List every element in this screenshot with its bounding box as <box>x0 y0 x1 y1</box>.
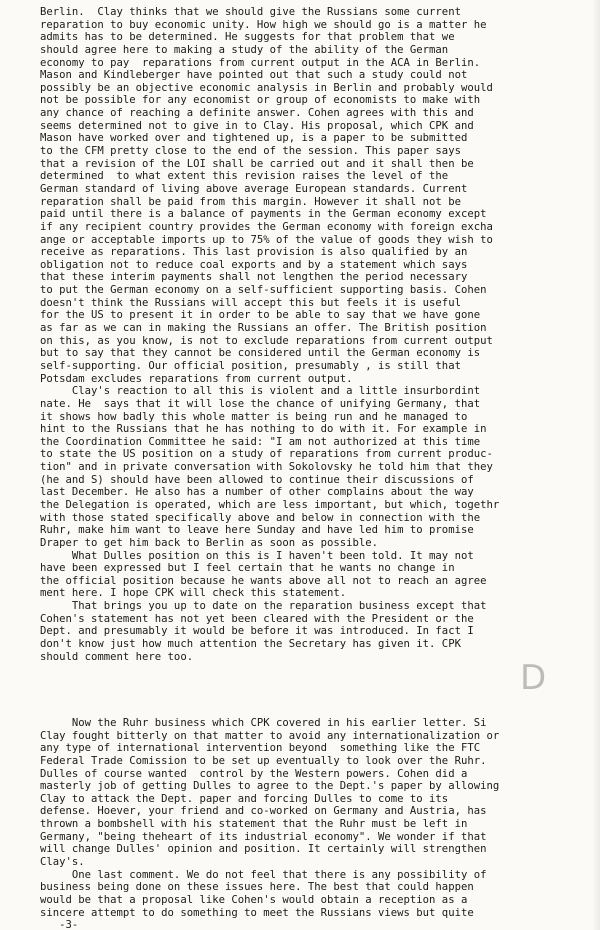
memo-body-upper <box>40 6 594 663</box>
text-line: German standard of living above average European standards. Current <box>40 182 468 195</box>
text-line: Now the Ruhr business which CPK covered in his earlier letter. Si <box>40 717 487 729</box>
text-line: Cohen's statement has not yet been cleared with the President or the <box>40 612 474 625</box>
text-line: should agree here to making a study of the ability of the German <box>40 43 449 56</box>
text-line: Clay to attack the Dept. paper and forcing Dulles to come to its <box>40 792 449 805</box>
text-line: Dulles of course wanted control by the Western powers. Cohen did a <box>40 767 468 780</box>
text-line: that a revision of the LOI shall be carried out and it shall then be <box>40 157 474 170</box>
text-line: What Dulles position on this is I haven't been told. It may not <box>40 549 474 562</box>
text-line: possibly be an objective economic analysis in Berlin and probably would <box>40 81 493 94</box>
text-line: Berlin. Clay thinks that we should give the Russians some current <box>40 6 461 18</box>
text-line: self-supporting. Our official position, presumably , is still that <box>40 359 461 372</box>
text-line: That brings you up to date on the reparation business except that <box>40 600 487 613</box>
text-line: that these interim payments shall not lengthen the period necessary <box>40 271 468 284</box>
text-line: Federal Trade Comission to be set up eventually to look over the Ruhr. <box>40 754 487 767</box>
text-line: the Coordination Committee he said: "I am not authorized at this time <box>40 435 481 448</box>
text-line: admits has to be determined. He suggests for that problem that we <box>40 31 455 44</box>
text-line: -3- <box>40 919 79 930</box>
page-edge-shadow <box>592 0 600 930</box>
text-line: it shows how badly this whole matter is being run and he managed to <box>40 410 468 423</box>
text-line: defense. Hoever, your friend and co-worked on Germany and Austria, has <box>40 805 487 818</box>
text-line: Germany, "being theheart of its industrial economy". We wonder if that <box>40 830 487 843</box>
text-line: receive as reparations. This last provision is also qualified by an <box>40 246 468 259</box>
text-line: should comment here too. <box>40 650 194 663</box>
text-line: Clay's. <box>40 856 85 869</box>
text-line: would be that a proposal like Cohen's would obtain a reception as a <box>40 893 468 906</box>
text-line: but to say that they cannot be considered until the German economy is <box>40 347 481 360</box>
memo-body-lower <box>40 717 594 930</box>
text-line: with those stated specifically above and below in connection with the <box>40 511 481 524</box>
text-line: reparation to buy economic unity. How high we should go is a matter he <box>40 18 487 31</box>
text-line: any chance of reaching a definite answer. Cohen agrees with this and <box>40 107 474 120</box>
text-line: Mason and Kindleberger have pointed out that such a study could not <box>40 69 468 82</box>
text-line: to put the German economy on a self-sufficient supporting basis. Cohen <box>40 284 487 297</box>
text-line: don't know just how much attention the Secretary has given it. CPK <box>40 638 461 651</box>
text-line: will change Dulles' opinion and position. It certainly will strengthen <box>40 843 487 856</box>
text-line: sincere attempt to do something to meet the Russians views but quite <box>40 906 474 919</box>
text-line: ange or acceptable imports up to 75% of the value of goods they wish to <box>40 233 493 246</box>
text-line: Mason have worked over and tightened up, is a paper to be submitted <box>40 132 468 145</box>
text-line: thrown a bombshell with his statement that the Ruhr must be left in <box>40 818 468 831</box>
text-line: Clay's reaction to all this is violent and a little insurbordint <box>40 385 481 398</box>
text-line: the official position because he wants above all not to reach an agree <box>40 574 487 587</box>
text-line: Clay fought bitterly on that matter to avoid any internationalization or <box>40 729 500 742</box>
text-line: nate. He says that it will lose the chance of unifying Germany, that <box>40 397 481 410</box>
text-line: the Delegation is operated, which are less important, but which, togethr <box>40 498 500 511</box>
text-line: any type of international intervention beyond something like the FTC <box>40 742 481 755</box>
text-line: doesn't think the Russians will accept this but feels it is useful <box>40 296 461 309</box>
text-line: to state the US position on a study of reparations from current produc- <box>40 448 493 461</box>
text-line: Draper to get him back to Berlin as soon as possible. <box>40 536 379 549</box>
text-line: economy to pay reparations from current output in the ACA in Berlin. <box>40 56 481 69</box>
text-line: masterly job of getting Dulles to agree to the Dept.'s paper by allowing <box>40 780 500 793</box>
text-line: business being done on these issues here. The best that could happen <box>40 881 474 894</box>
text-line: reparation shall be paid from this margin. However it shall not be <box>40 195 461 208</box>
text-line: determined to what extent this revision raises the level of the <box>40 170 449 183</box>
text-line: on this, as you know, is not to exclude reparations from current output <box>40 334 493 347</box>
text-line: to the CFM pretty close to the end of the session. This paper says <box>40 145 461 158</box>
text-line: ment here. I hope CPK will check this statement. <box>40 587 347 600</box>
text-line: tion" and in private conversation with Sokolovsky he told him that they <box>40 461 493 474</box>
text-line: (he and S) should have been allowed to continue their discussions of <box>40 473 474 486</box>
text-line: hint to the Russians that he has nothing to do with it. For example in <box>40 423 487 436</box>
text-line: not be possible for any economist or group of economists to make with <box>40 94 481 107</box>
text-line: last December. He also has a number of other complains about the way <box>40 486 474 499</box>
text-line: paid until there is a balance of payments in the German economy except <box>40 208 487 221</box>
handwritten-margin-mark: D <box>520 658 553 698</box>
text-line: Dept. and presumably it would be before it was introduced. In fact I <box>40 625 474 638</box>
text-line: Ruhr, make him want to leave here Sunday and have led him to promise <box>40 524 474 537</box>
text-line: have been expressed but I feel certain that he wants no change in <box>40 562 455 575</box>
text-line: for the US to present it in order to be able to say that we have gone <box>40 309 481 322</box>
text-line: as far as we can in making the Russians an offer. The British position <box>40 322 487 335</box>
text-line: One last comment. We do not feel that there is any possibility of <box>40 868 487 881</box>
text-line: Potsdam excludes reparations from current output. <box>40 372 353 385</box>
text-line: seems determined not to give in to Clay. His proposal, which CPK and <box>40 119 474 132</box>
text-line: if any recipient country provides the German economy with foreign excha <box>40 220 493 233</box>
text-line: obligation not to reduce coal exports and by a statement which says <box>40 258 468 271</box>
